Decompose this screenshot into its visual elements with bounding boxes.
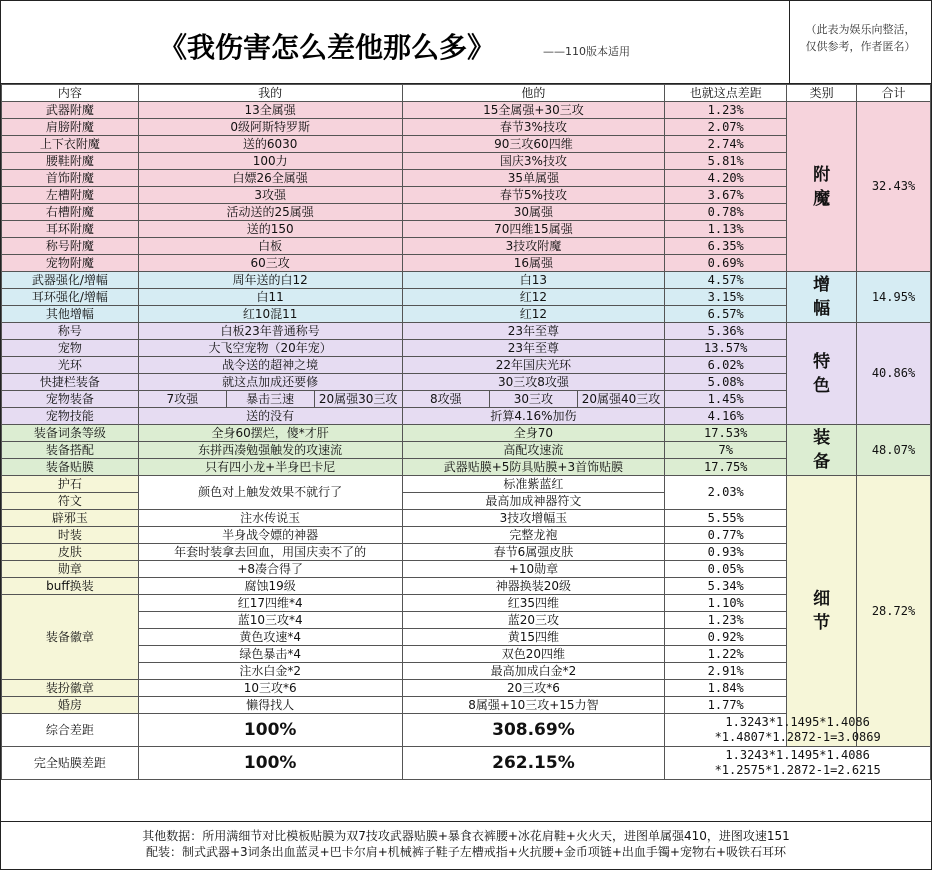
row-mine: +8凑合得了 xyxy=(138,561,402,578)
row-mine: 3攻强 xyxy=(138,187,402,204)
sheet-header xyxy=(1,1,931,84)
row-item: 武器附魔 xyxy=(2,102,139,119)
row-mine: 蓝10三攻*4 xyxy=(138,612,402,629)
row-diff: 0.93% xyxy=(665,544,787,561)
summary-label: 完全贴膜差距 xyxy=(2,747,139,780)
row-mine: 红10混11 xyxy=(138,306,402,323)
summary-mine: 100% xyxy=(138,747,402,780)
row-mine: 13全属强 xyxy=(138,102,402,119)
row-item: 肩膀附魔 xyxy=(2,119,139,136)
row-his: 90三攻60四维 xyxy=(402,136,665,153)
row-item: 装扮徽章 xyxy=(2,680,139,697)
category-label: 特 xyxy=(813,351,831,372)
footer-line: 配装：制式武器+3词条出血蓝灵+巴卡尔肩+机械裤子鞋子左槽戒指+火抗腰+金币项链+出血手镯+宠物右+吸铁石耳环 xyxy=(145,845,787,859)
row-mine xyxy=(138,391,402,408)
row-mine: 注水传说玉 xyxy=(138,510,402,527)
row-his: 3技攻附魔 xyxy=(402,238,665,255)
row-his: 16属强 xyxy=(402,255,665,272)
row-mine: 只有四小龙+半身巴卡尼 xyxy=(138,459,402,476)
row-item: 左槽附魔 xyxy=(2,187,139,204)
row-his: 8属强+10三攻+15力智 xyxy=(402,697,665,714)
row-diff: 5.34% xyxy=(665,578,787,595)
row-mine: 红17四维*4 xyxy=(138,595,402,612)
column-header: 内容 xyxy=(2,85,139,102)
category-cell xyxy=(787,272,857,323)
summary-his: 262.15% xyxy=(402,747,665,780)
summary-his: 308.69% xyxy=(402,714,665,747)
disclaimer-line: （此表为娱乐向整活， xyxy=(805,23,916,36)
row-his: 完整龙袍 xyxy=(402,527,665,544)
sub-cell: 20属强40三攻 xyxy=(581,392,661,406)
row-diff: 5.81% xyxy=(665,153,787,170)
table-row xyxy=(2,425,931,442)
category-total: 14.95% xyxy=(857,272,931,323)
row-his: 折算4.16%加伤 xyxy=(402,408,665,425)
category-cell xyxy=(787,102,857,272)
row-item: 光环 xyxy=(2,357,139,374)
row-diff: 4.16% xyxy=(665,408,787,425)
row-mine: 懒得找人 xyxy=(138,697,402,714)
table-header-row xyxy=(2,85,931,102)
row-item: 护石 xyxy=(2,476,139,493)
column-header: 我的 xyxy=(138,85,402,102)
row-item: 宠物附魔 xyxy=(2,255,139,272)
category-label: 细 xyxy=(813,589,831,609)
category-label: 幅 xyxy=(813,299,831,319)
row-his xyxy=(402,391,665,408)
row-diff: 5.36% xyxy=(665,323,787,340)
category-label: 色 xyxy=(813,375,831,396)
summary-row xyxy=(2,747,931,780)
row-item: 装备词条等级 xyxy=(2,425,139,442)
row-diff: 0.92% xyxy=(665,629,787,646)
row-item: 武器强化/增幅 xyxy=(2,272,139,289)
category-label: 备 xyxy=(813,452,831,472)
sub-cell: 30三攻 xyxy=(490,391,578,407)
summary-mine: 100% xyxy=(138,714,402,747)
row-diff: 4.57% xyxy=(665,272,787,289)
footer-notes xyxy=(1,821,931,869)
row-item: 宠物装备 xyxy=(2,391,139,408)
row-his: 15全属强+30三攻 xyxy=(402,102,665,119)
category-total: 48.07% xyxy=(857,425,931,476)
sub-cell: 暴击三速 xyxy=(227,391,315,407)
row-his: 国庆3%技攻 xyxy=(402,153,665,170)
disclaimer-note xyxy=(789,1,931,83)
row-diff: 1.10% xyxy=(665,595,787,612)
row-item: 称号 xyxy=(2,323,139,340)
comparison-table xyxy=(1,84,931,780)
row-mine: 全身60摆烂，傻*才肝 xyxy=(138,425,402,442)
row-diff: 1.84% xyxy=(665,680,787,697)
category-cell xyxy=(787,476,857,747)
category-label: 节 xyxy=(813,613,831,633)
row-his: 全身70 xyxy=(402,425,665,442)
category-label: 附 xyxy=(813,164,831,185)
row-diff: 4.20% xyxy=(665,170,787,187)
summary-calc xyxy=(665,747,931,780)
column-header: 类别 xyxy=(787,85,857,102)
row-diff: 5.55% xyxy=(665,510,787,527)
row-his: 武器贴膜+5防具贴膜+3首饰贴膜 xyxy=(402,459,665,476)
row-mine: 周年送的白12 xyxy=(138,272,402,289)
row-mine: 半身战令嫖的神器 xyxy=(138,527,402,544)
footer-line: 其他数据：所用满细节对比模板贴膜为双7技攻武器贴膜+暴食衣裤腰+冰花肩鞋+火火天，进图单属强410，进图攻速151 xyxy=(142,829,790,843)
row-item: buff换装 xyxy=(2,578,139,595)
row-item: 辟邪玉 xyxy=(2,510,139,527)
row-diff: 6.02% xyxy=(665,357,787,374)
row-diff: 1.77% xyxy=(665,697,787,714)
category-label: 魔 xyxy=(813,188,831,209)
category-total: 40.86% xyxy=(857,323,931,425)
row-item: 装备贴膜 xyxy=(2,459,139,476)
category-cell xyxy=(787,323,857,425)
row-his: 红35四维 xyxy=(402,595,665,612)
row-item: 腰鞋附魔 xyxy=(2,153,139,170)
row-item: 婚房 xyxy=(2,697,139,714)
row-his: 春节6属强皮肤 xyxy=(402,544,665,561)
row-item: 装备徽章 xyxy=(2,595,139,680)
row-item: 其他增幅 xyxy=(2,306,139,323)
row-his: 23年至尊 xyxy=(402,340,665,357)
row-his: 春节5%技攻 xyxy=(402,187,665,204)
row-mine: 战令送的超神之境 xyxy=(138,357,402,374)
row-mine: 白板 xyxy=(138,238,402,255)
row-mine: 送的6030 xyxy=(138,136,402,153)
table-row xyxy=(2,476,931,493)
row-his: 最高加成白金*2 xyxy=(402,663,665,680)
summary-row xyxy=(2,714,931,747)
row-diff: 7% xyxy=(665,442,787,459)
disclaimer-line: 仅供参考，作者匿名） xyxy=(805,40,916,53)
row-mine: 黄色攻速*4 xyxy=(138,629,402,646)
row-diff: 0.78% xyxy=(665,204,787,221)
row-mine: 白嫖26全属强 xyxy=(138,170,402,187)
row-mine: 注水白金*2 xyxy=(138,663,402,680)
row-mine: 白11 xyxy=(138,289,402,306)
row-mine: 60三攻 xyxy=(138,255,402,272)
row-his: 最高加成神器符文 xyxy=(402,493,665,510)
sub-cell: 8攻强 xyxy=(403,391,491,407)
row-his: 70四维15属强 xyxy=(402,221,665,238)
row-diff: 3.15% xyxy=(665,289,787,306)
row-his: 3技攻增幅玉 xyxy=(402,510,665,527)
row-diff: 6.35% xyxy=(665,238,787,255)
table-row xyxy=(2,323,931,340)
row-mine: 100力 xyxy=(138,153,402,170)
row-mine: 腐蚀19级 xyxy=(138,578,402,595)
row-diff: 13.57% xyxy=(665,340,787,357)
row-item: 宠物技能 xyxy=(2,408,139,425)
row-mine: 送的没有 xyxy=(138,408,402,425)
row-mine: 活动送的25属强 xyxy=(138,204,402,221)
column-header: 合计 xyxy=(857,85,931,102)
summary-label: 综合差距 xyxy=(2,714,139,747)
row-his: 神器换装20级 xyxy=(402,578,665,595)
row-diff: 2.74% xyxy=(665,136,787,153)
row-his: 红12 xyxy=(402,289,665,306)
summary-calc xyxy=(665,714,931,747)
row-his: 35单属强 xyxy=(402,170,665,187)
row-item: 称号附魔 xyxy=(2,238,139,255)
row-diff: 1.23% xyxy=(665,102,787,119)
category-label: 增 xyxy=(813,275,831,295)
row-his: 双色20四维 xyxy=(402,646,665,663)
row-diff: 2.03% xyxy=(665,476,787,510)
row-mine: 东拼西凑勉强触发的攻速流 xyxy=(138,442,402,459)
row-his: 蓝20三攻 xyxy=(402,612,665,629)
calc-line: 1.3243*1.1495*1.4086 xyxy=(725,715,870,729)
row-diff: 1.22% xyxy=(665,646,787,663)
column-header: 他的 xyxy=(402,85,665,102)
row-diff: 17.53% xyxy=(665,425,787,442)
category-cell xyxy=(787,425,857,476)
page-title: 《我伤害怎么差他那么多》 xyxy=(159,31,496,64)
row-his: 白13 xyxy=(402,272,665,289)
table-row xyxy=(2,102,931,119)
row-his: 30三攻8攻强 xyxy=(402,374,665,391)
row-diff: 17.75% xyxy=(665,459,787,476)
row-his: 22年国庆光环 xyxy=(402,357,665,374)
sub-cell: 20属强30三攻 xyxy=(318,392,398,406)
row-his: 黄15四维 xyxy=(402,629,665,646)
row-his: 标准紫蓝红 xyxy=(402,476,665,493)
column-header: 也就这点差距 xyxy=(665,85,787,102)
row-mine: 10三攻*6 xyxy=(138,680,402,697)
version-subtitle: ——110版本适用 xyxy=(543,45,630,58)
row-mine: 0级阿斯特罗斯 xyxy=(138,119,402,136)
row-item: 耳环附魔 xyxy=(2,221,139,238)
row-diff: 6.57% xyxy=(665,306,787,323)
row-diff: 0.05% xyxy=(665,561,787,578)
row-his: +10勋章 xyxy=(402,561,665,578)
row-his: 红12 xyxy=(402,306,665,323)
row-item: 右槽附魔 xyxy=(2,204,139,221)
row-item: 皮肤 xyxy=(2,544,139,561)
row-item: 符文 xyxy=(2,493,139,510)
category-total: 28.72% xyxy=(857,476,931,747)
row-diff: 3.67% xyxy=(665,187,787,204)
row-item: 首饰附魔 xyxy=(2,170,139,187)
category-label: 装 xyxy=(813,428,831,448)
row-diff: 1.45% xyxy=(665,391,787,408)
row-item: 勋章 xyxy=(2,561,139,578)
row-item: 快捷栏装备 xyxy=(2,374,139,391)
row-mine: 白板23年普通称号 xyxy=(138,323,402,340)
row-diff: 5.08% xyxy=(665,374,787,391)
sub-cell: 7攻强 xyxy=(139,391,227,407)
table-row xyxy=(2,272,931,289)
row-his: 30属强 xyxy=(402,204,665,221)
row-item: 上下衣附魔 xyxy=(2,136,139,153)
row-diff: 1.13% xyxy=(665,221,787,238)
row-diff: 0.69% xyxy=(665,255,787,272)
calc-line: 1.3243*1.1495*1.4086 xyxy=(725,748,870,762)
row-diff: 0.77% xyxy=(665,527,787,544)
row-his: 高配攻速流 xyxy=(402,442,665,459)
row-his: 春节3%技攻 xyxy=(402,119,665,136)
row-mine: 送的150 xyxy=(138,221,402,238)
calc-line: *1.2575*1.2872-1=2.6215 xyxy=(714,763,881,777)
row-mine: 年套时装拿去回血，用国庆卖不了的 xyxy=(138,544,402,561)
row-diff: 2.07% xyxy=(665,119,787,136)
calc-line: *1.4807*1.2872-1=3.0869 xyxy=(714,730,881,744)
row-mine: 绿色暴击*4 xyxy=(138,646,402,663)
row-mine: 大飞空宠物（20年宠） xyxy=(138,340,402,357)
row-mine: 就这点加成还要修 xyxy=(138,374,402,391)
category-total: 32.43% xyxy=(857,102,931,272)
row-mine: 颜色对上触发效果不就行了 xyxy=(138,476,402,510)
row-item: 耳环强化/增幅 xyxy=(2,289,139,306)
row-item: 装备搭配 xyxy=(2,442,139,459)
row-diff: 1.23% xyxy=(665,612,787,629)
row-his: 20三攻*6 xyxy=(402,680,665,697)
row-item: 宠物 xyxy=(2,340,139,357)
row-his: 23年至尊 xyxy=(402,323,665,340)
row-diff: 2.91% xyxy=(665,663,787,680)
row-item: 时装 xyxy=(2,527,139,544)
